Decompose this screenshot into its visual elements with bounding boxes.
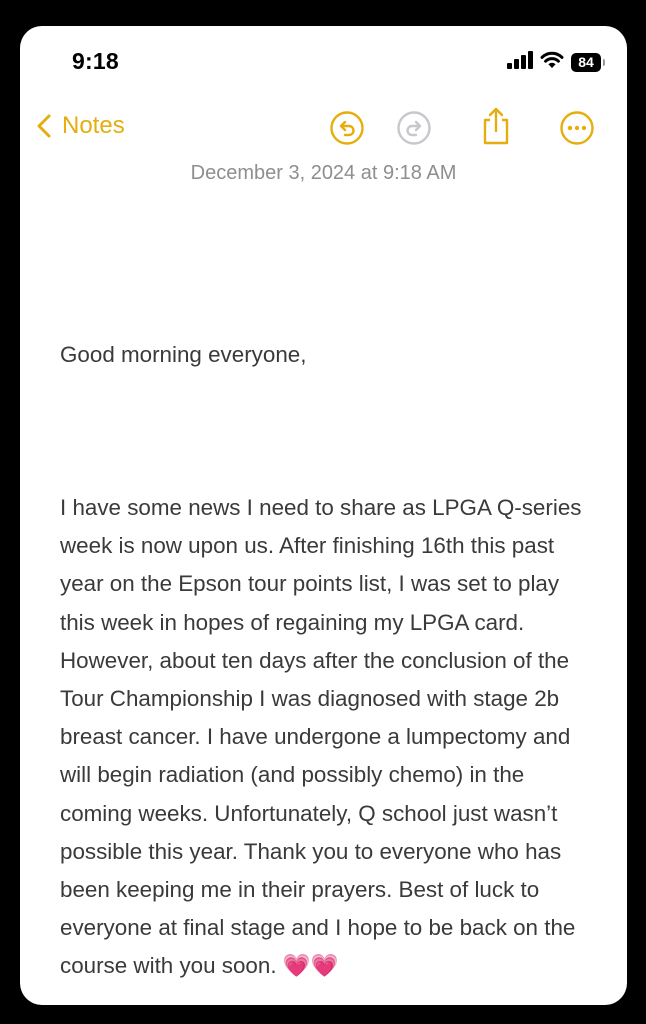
- chevron-left-icon: [36, 113, 52, 139]
- status-bar: [20, 26, 627, 96]
- battery-icon: [571, 53, 601, 72]
- notes-screen: [20, 26, 627, 1005]
- more-icon[interactable]: [559, 110, 595, 146]
- heart-emoji: 💗💗: [282, 953, 339, 979]
- back-button[interactable]: [36, 112, 125, 140]
- note-greeting: Good morning everyone,: [60, 342, 307, 368]
- redo-icon[interactable]: [396, 110, 432, 146]
- note-body[interactable]: [60, 260, 600, 1005]
- share-icon[interactable]: [478, 106, 514, 142]
- note-date: December 3, 2024 at 9:18 AM: [190, 162, 457, 184]
- status-time: 9:18: [72, 48, 119, 74]
- back-button-label: Notes: [62, 112, 125, 139]
- wifi-icon: [540, 51, 564, 74]
- undo-icon[interactable]: [329, 110, 365, 146]
- cellular-signal-icon: [507, 51, 533, 74]
- battery-level: 84: [578, 54, 594, 70]
- note-paragraph: [60, 489, 600, 986]
- status-icons: [507, 51, 601, 73]
- note-paragraph-text: I have some news I need to share as LPGA Q-series week is now upon us. After finishing 16th this past year on the Epson tour points list, I was set to play this week in hopes of regaining my LPGA card. However, about ten days after the conclusion of the Tour Championship I was diagnosed with stage 2b breast cancer. I have undergone a lumpectomy and will begin radiation (and possibly chemo) in the coming weeks. Unfortunately, Q school just wasn’t possible this year. Thank you to everyone who has been keeping me in their prayers. Best of luck to everyone at final stage and I hope to be back on the course with you soon.: [60, 495, 588, 979]
- toolbar: [20, 106, 627, 154]
